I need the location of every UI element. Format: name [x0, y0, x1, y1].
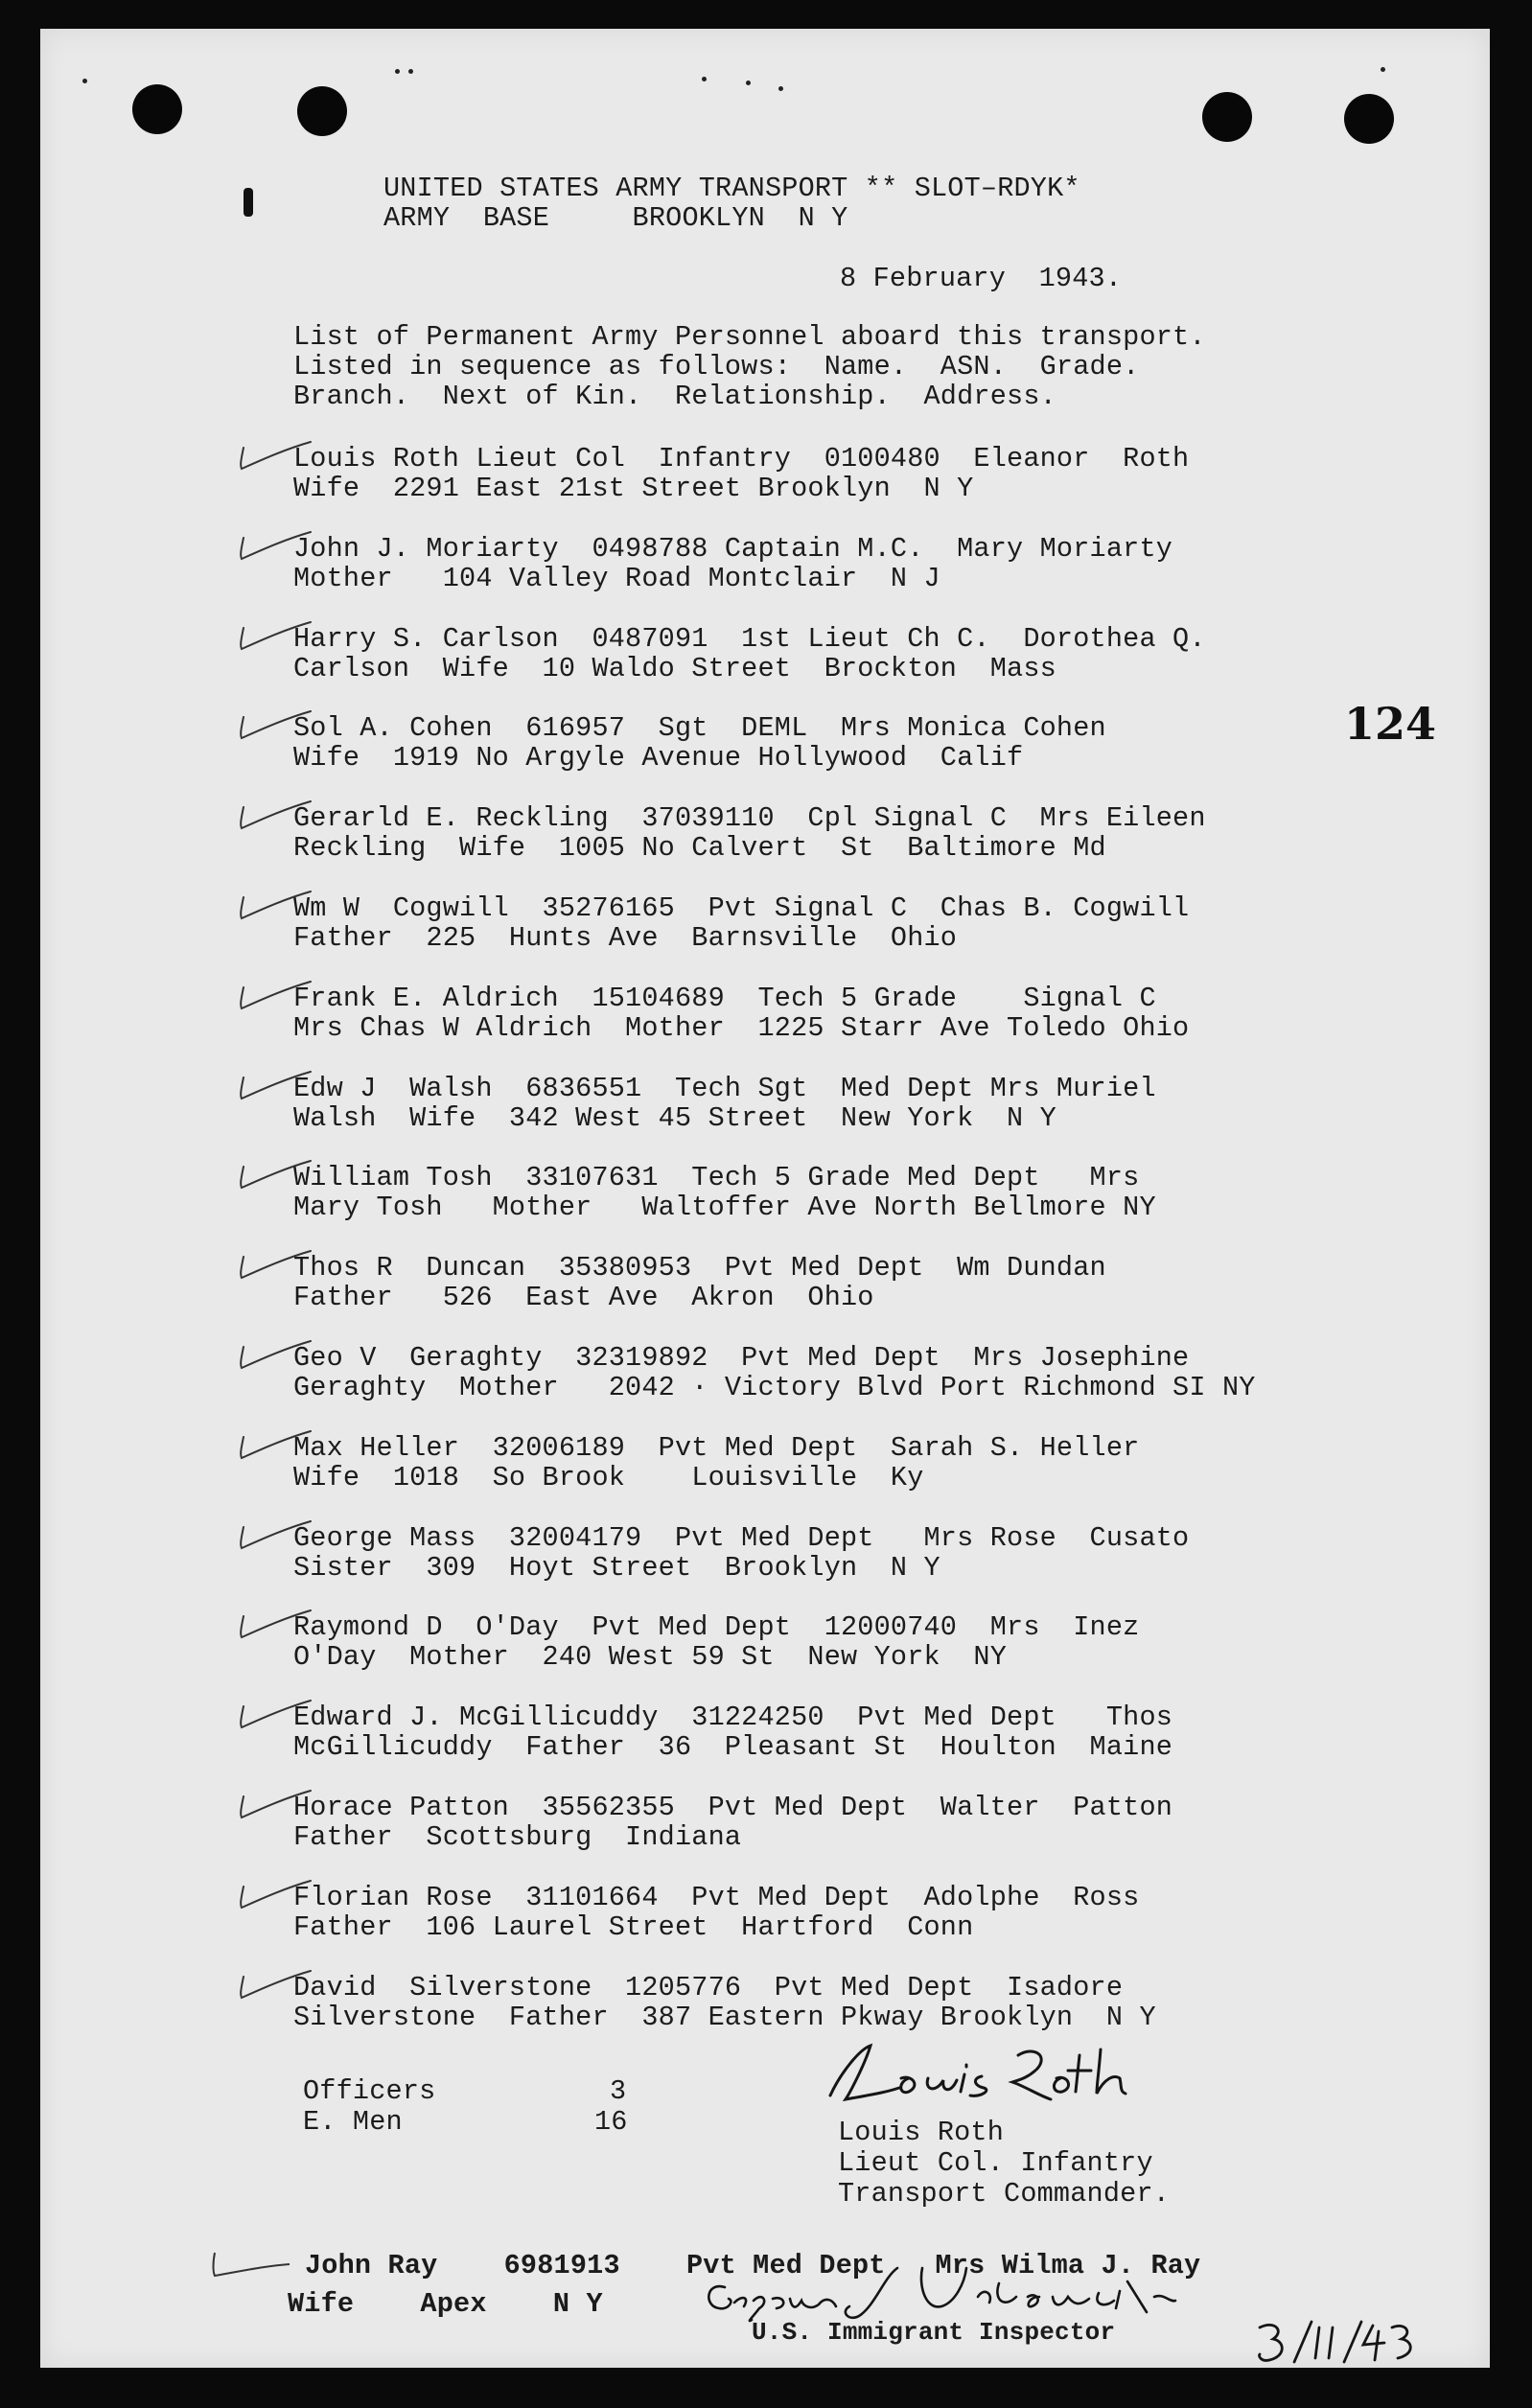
check-mark-icon: [230, 1335, 316, 1374]
entry-line-2: Wife 2291 East 21st Street Brooklyn N Y: [293, 473, 974, 504]
ink-mark: [244, 188, 253, 217]
signature-graphic: [821, 2036, 1185, 2113]
signature-title: Lieut Col. Infantry: [838, 2147, 1153, 2179]
check-mark-icon: [230, 976, 316, 1014]
check-mark-icon: [230, 1785, 316, 1823]
check-mark-icon: [230, 1516, 316, 1554]
personnel-entry: [293, 1074, 1156, 1133]
personnel-entry: [293, 1523, 1189, 1583]
entry-line-1: Edward J. McGillicuddy 31224250 Pvt Med Dept Thos: [293, 1702, 1173, 1733]
entry-line-2: Carlson Wife 10 Waldo Street Brockton Mass: [293, 653, 1056, 684]
entry-line-2: McGillicuddy Father 36 Pleasant St Houlton Maine: [293, 1731, 1173, 1763]
punch-hole: [297, 86, 347, 136]
added-entry-line-2: Wife Apex N Y: [288, 2288, 603, 2320]
page-number: 124: [1344, 698, 1437, 750]
punch-hole: [132, 84, 182, 134]
check-mark-icon: [230, 436, 316, 475]
personnel-entry: [293, 1612, 1139, 1672]
entry-line-1: Gerarld E. Reckling 37039110 Cpl Signal C Mrs Eileen: [293, 802, 1206, 834]
entry-line-2: Reckling Wife 1005 No Calvert St Baltimore Md: [293, 832, 1106, 864]
personnel-entry: [293, 1433, 1139, 1493]
entry-line-1: Geo V Geraghty 32319892 Pvt Med Dept Mrs Josephine: [293, 1342, 1190, 1374]
check-mark-icon: [205, 2243, 291, 2281]
personnel-entry: [293, 1343, 1256, 1402]
entry-line-1: Frank E. Aldrich 15104689 Tech 5 Grade Signal C: [293, 983, 1156, 1014]
entry-line-1: Sol A. Cohen 616957 Sgt DEML Mrs Monica Cohen: [293, 712, 1106, 744]
entry-line-2: Wife 1018 So Brook Louisville Ky: [293, 1462, 924, 1493]
entry-line-2: Walsh Wife 342 West 45 Street New York N Y: [293, 1102, 1056, 1134]
header-line-2: ARMY BASE BROOKLYN N Y: [383, 202, 848, 234]
inspector-stamp: U.S. Immigrant Inspector: [752, 2318, 1116, 2347]
entry-line-2: Mrs Chas W Aldrich Mother 1225 Starr Ave Toledo Ohio: [293, 1012, 1190, 1044]
header-line-1: UNITED STATES ARMY TRANSPORT ** SLOT–RDYK*: [383, 173, 1080, 204]
entry-line-2: Wife 1919 No Argyle Avenue Hollywood Calif: [293, 742, 1024, 774]
personnel-entry: [293, 1973, 1156, 2032]
personnel-entry: [293, 893, 1189, 953]
entry-line-1: Wm W Cogwill 35276165 Pvt Signal C Chas B. Cogwill: [293, 892, 1190, 924]
entry-line-2: Mother 104 Valley Road Montclair N J: [293, 563, 940, 594]
check-mark-icon: [230, 616, 316, 655]
intro-line: Branch. Next of Kin. Relationship. Address.: [293, 381, 1056, 412]
personnel-entry: [293, 1253, 1106, 1312]
check-mark-icon: [230, 886, 316, 924]
personnel-entry: [293, 713, 1106, 773]
check-mark-icon: [230, 1425, 316, 1464]
check-mark-icon: [230, 526, 316, 565]
personnel-entry: [293, 624, 1206, 683]
entry-line-1: Thos R Duncan 35380953 Pvt Med Dept Wm Dundan: [293, 1252, 1106, 1284]
speck: [746, 81, 751, 85]
intro-line: List of Permanent Army Personnel aboard this transport.: [293, 321, 1206, 353]
personnel-entry: [293, 1163, 1156, 1222]
entry-line-2: Sister 309 Hoyt Street Brooklyn N Y: [293, 1552, 940, 1584]
men-label: E. Men: [303, 2106, 403, 2138]
personnel-entry: [293, 444, 1189, 503]
personnel-entry: [293, 534, 1172, 593]
entry-line-2: Mary Tosh Mother Waltoffer Ave North Bellmore NY: [293, 1192, 1156, 1223]
signature-name: Louis Roth: [838, 2117, 1005, 2148]
personnel-entry: [293, 1702, 1172, 1762]
speck: [395, 69, 400, 74]
check-mark-icon: [230, 1066, 316, 1104]
speck: [702, 77, 707, 81]
entry-line-2: Father 225 Hunts Ave Barnsville Ohio: [293, 922, 958, 954]
check-mark-icon: [230, 1155, 316, 1193]
check-mark-icon: [230, 1245, 316, 1284]
check-mark-icon: [230, 1695, 316, 1733]
personnel-entry: [293, 1793, 1172, 1852]
entry-line-1: Max Heller 32006189 Pvt Med Dept Sarah S. Heller: [293, 1432, 1140, 1464]
entry-line-1: John J. Moriarty 0498788 Captain M.C. Mary Moriarty: [293, 533, 1173, 565]
inspector-date: [1252, 2314, 1425, 2376]
entry-line-2: Geraghty Mother 2042 · Victory Blvd Port Richmond SI NY: [293, 1372, 1256, 1403]
men-value: 16: [594, 2106, 628, 2138]
inspector-date-graphic: [1252, 2314, 1425, 2372]
entry-line-1: Florian Rose 31101664 Pvt Med Dept Adolphe Ross: [293, 1882, 1140, 1913]
entry-line-2: Silverstone Father 387 Eastern Pkway Brooklyn N Y: [293, 2002, 1156, 2033]
personnel-entry: [293, 1883, 1139, 1942]
punch-hole: [1344, 94, 1394, 144]
check-mark-icon: [230, 706, 316, 744]
entry-line-1: Edw J Walsh 6836551 Tech Sgt Med Dept Mrs Muriel: [293, 1073, 1156, 1104]
officers-label: Officers: [303, 2075, 436, 2107]
commander-signature: [821, 2036, 1185, 2118]
entry-line-1: Horace Patton 35562355 Pvt Med Dept Walter Patton: [293, 1792, 1173, 1823]
personnel-entry: [293, 803, 1206, 863]
speck: [408, 69, 413, 74]
speck: [778, 86, 783, 91]
signature-title: Transport Commander.: [838, 2178, 1171, 2210]
speck: [82, 79, 87, 83]
inspector-signature-graphic: [696, 2249, 1290, 2326]
entry-line-1: Louis Roth Lieut Col Infantry 0100480 Eleanor Roth: [293, 443, 1190, 475]
entry-line-2: Father 526 East Ave Akron Ohio: [293, 1282, 874, 1313]
check-mark-icon: [230, 796, 316, 834]
check-mark-icon: [230, 1605, 316, 1643]
added-entry-line-1: John Ray 6981913 Pvt Med Dept Mrs Wilma J. Ray: [305, 2250, 1201, 2281]
entry-line-2: Father Scottsburg Indiana: [293, 1821, 742, 1853]
punch-hole: [1202, 92, 1252, 142]
personnel-entry: [293, 984, 1189, 1043]
entry-line-1: George Mass 32004179 Pvt Med Dept Mrs Rose Cusato: [293, 1522, 1190, 1554]
entry-line-1: William Tosh 33107631 Tech 5 Grade Med Dept Mrs: [293, 1162, 1140, 1193]
entry-line-1: Harry S. Carlson 0487091 1st Lieut Ch C. Dorothea Q.: [293, 623, 1206, 655]
check-mark-icon: [230, 1875, 316, 1913]
entry-line-1: Raymond D O'Day Pvt Med Dept 12000740 Mrs Inez: [293, 1611, 1140, 1643]
entry-line-2: Father 106 Laurel Street Hartford Conn: [293, 1911, 974, 1943]
entry-line-1: David Silverstone 1205776 Pvt Med Dept Isadore: [293, 1972, 1124, 2003]
officers-value: 3: [610, 2075, 627, 2107]
intro-line: Listed in sequence as follows: Name. ASN. Grade.: [293, 351, 1140, 382]
entry-line-2: O'Day Mother 240 West 59 St New York NY: [293, 1641, 1008, 1673]
document-date: 8 February 1943.: [840, 263, 1123, 294]
speck: [1381, 67, 1385, 72]
check-mark-icon: [230, 1965, 316, 2003]
